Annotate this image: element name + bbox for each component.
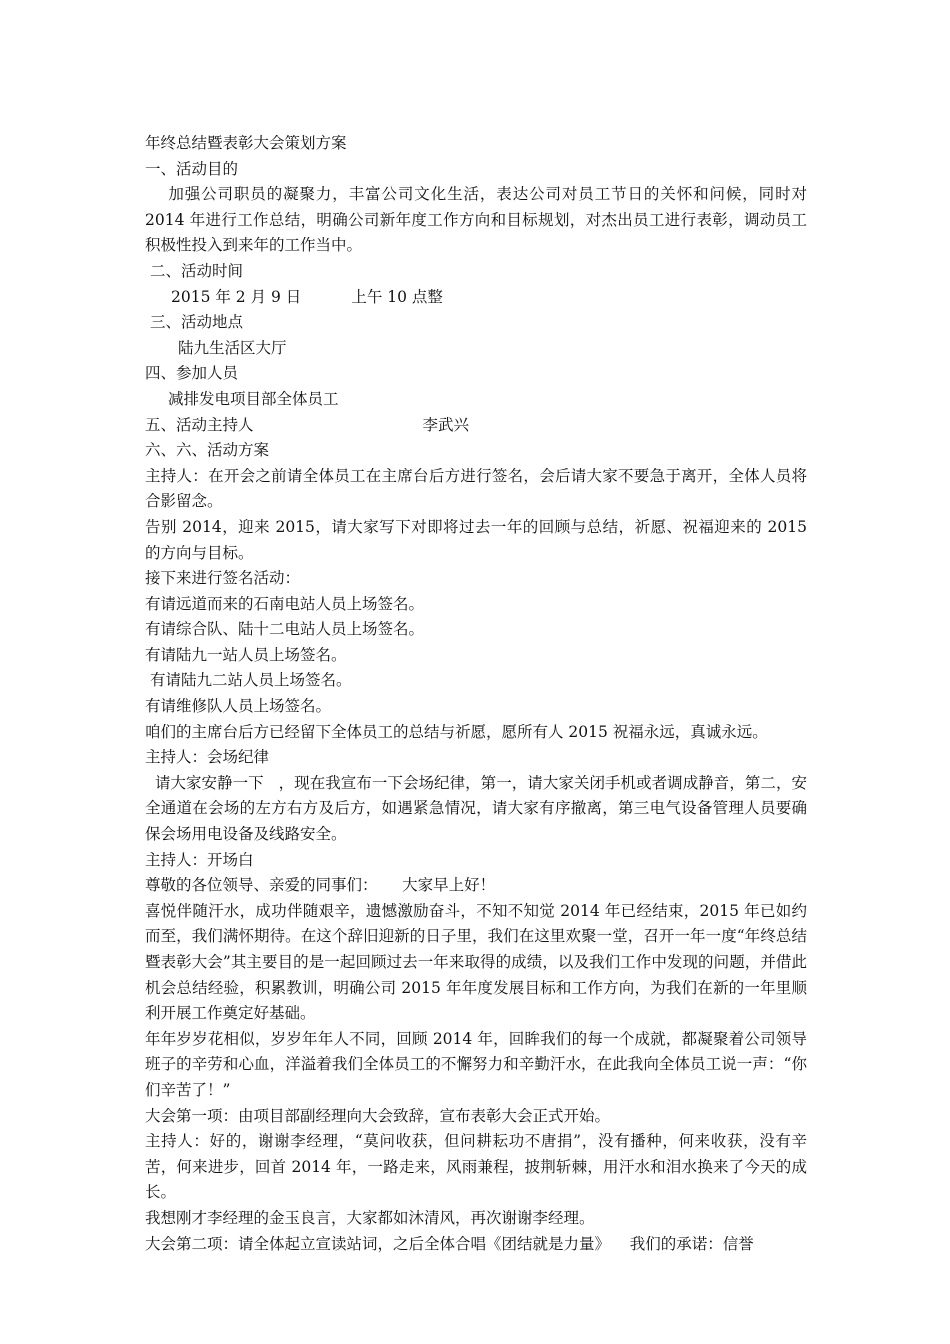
paragraph: 喜悦伴随汗水，成功伴随艰辛，遗憾激励奋斗，不知不知觉 2014 年已经结束，2015 年已如约而至，我们满怀期待。在这个辞旧迎新的日子里，我们在这里欢聚一堂，召开一年一度“年终总结暨表彰大会”其主要目的是一起回顾过去一年来取得的成绩，以及我们工作中发现的问题，并借此机会总结经验，积累教训，明确公司 2015 年年度发展目标和工作方向，为我们在新的一年里顺利开展工作奠定好基础。 (145, 901, 807, 1023)
paragraph: 有请综合队、陆十二电站人员上场签名。 (145, 620, 425, 639)
paragraph: 主持人：好的，谢谢李经理，“莫问收获，但问耕耘功不唐捐”，没有播种，何来收获，没有辛苦，何来进步，回首 2014 年，一路走来，风雨兼程，披荆斩棘，用汗水和泪水换来了今天的成长。 (145, 1132, 807, 1202)
paragraph: 有请陆九二站人员上场签名。 (145, 671, 352, 690)
section-heading: 二、活动时间 (145, 261, 243, 280)
paragraph: 请大家安静一下 ，现在我宣布一下会场纪律，第一，请大家关闭手机或者调成静音，第二，安全通道在会场的左方右方及后方，如遇紧急情况，请大家有序撤离，第三电气设备管理人员要确保会场用电设备及线路安全。 (145, 773, 807, 844)
section-heading: 六、六、活动方案 (145, 441, 270, 460)
paragraph: 大会第二项：请全体起立宣读站词，之后全体合唱《团结就是力量》 我们的承诺：信誉 (145, 1234, 754, 1253)
participants: 减排发电项目部全体员工 (168, 389, 339, 408)
paragraph: 大会第一项：由项目部副经理向大会致辞，宣布表彰大会正式开始。 (145, 1106, 611, 1125)
section-body: 加强公司职员的凝聚力，丰富公司文化生活，表达公司对员工节日的关怀和问候，同时对 2014 年进行工作总结，明确公司新年度工作方向和目标规划，对杰出员工进行表彰，调动员工积极性投入到来年的工作当中。 (145, 185, 812, 255)
paragraph: 我想刚才李经理的金玉良言，大家都如沐清风，再次谢谢李经理。 (145, 1208, 595, 1227)
paragraph: 咱们的主席台后方已经留下全体员工的总结与祈愿，愿所有人 2015 祝福永远，真诚永远。 (145, 722, 768, 741)
section-heading: 四、参加人员 (145, 364, 239, 383)
event-time: 上午 10 点整 (351, 287, 443, 306)
host-name: 李武兴 (422, 415, 470, 434)
event-time-row (145, 285, 807, 311)
paragraph: 尊敬的各位领导、亲爱的同事们： 大家早上好！ (145, 876, 496, 895)
paragraph: 主持人：会场纪律 (145, 748, 270, 767)
paragraph: 年年岁岁花相似，岁岁年年人不同，回顾 2014 年，回眸我们的每一个成就，都凝聚着公司领导班子的辛劳和心血，洋溢着我们全体员工的不懈努力和辛勤汗水，在此我向全体员工说一声：“你们辛苦了！” (145, 1029, 807, 1099)
paragraph: 主持人：在开会之前请全体员工在主席台后方进行签名，会后请大家不要急于离开，全体人员将合影留念。 (145, 466, 807, 511)
paragraph: 有请维修队人员上场签名。 (145, 697, 332, 716)
document-body (145, 131, 812, 1257)
paragraph: 有请远道而来的石南电站人员上场签名。 (145, 594, 425, 613)
section-heading: 一、活动目的 (145, 159, 239, 178)
paragraph: 主持人：开场白 (145, 850, 254, 869)
section-heading: 三、活动地点 (145, 313, 243, 332)
section-heading: 五、活动主持人 (145, 415, 254, 434)
paragraph: 告别 2014，迎来 2015，请大家写下对即将过去一年的回顾与总结，祈愿、祝福迎来的 2015 的方向与目标。 (145, 517, 812, 562)
paragraph: 有请陆九一站人员上场签名。 (145, 645, 347, 664)
host-row (145, 413, 807, 439)
document-title: 年终总结暨表彰大会策划方案 (145, 134, 347, 152)
event-date: 2015 年 2 月 9 日 (171, 287, 302, 306)
event-location: 陆九生活区大厅 (178, 338, 287, 357)
paragraph: 接下来进行签名活动： (145, 569, 301, 588)
